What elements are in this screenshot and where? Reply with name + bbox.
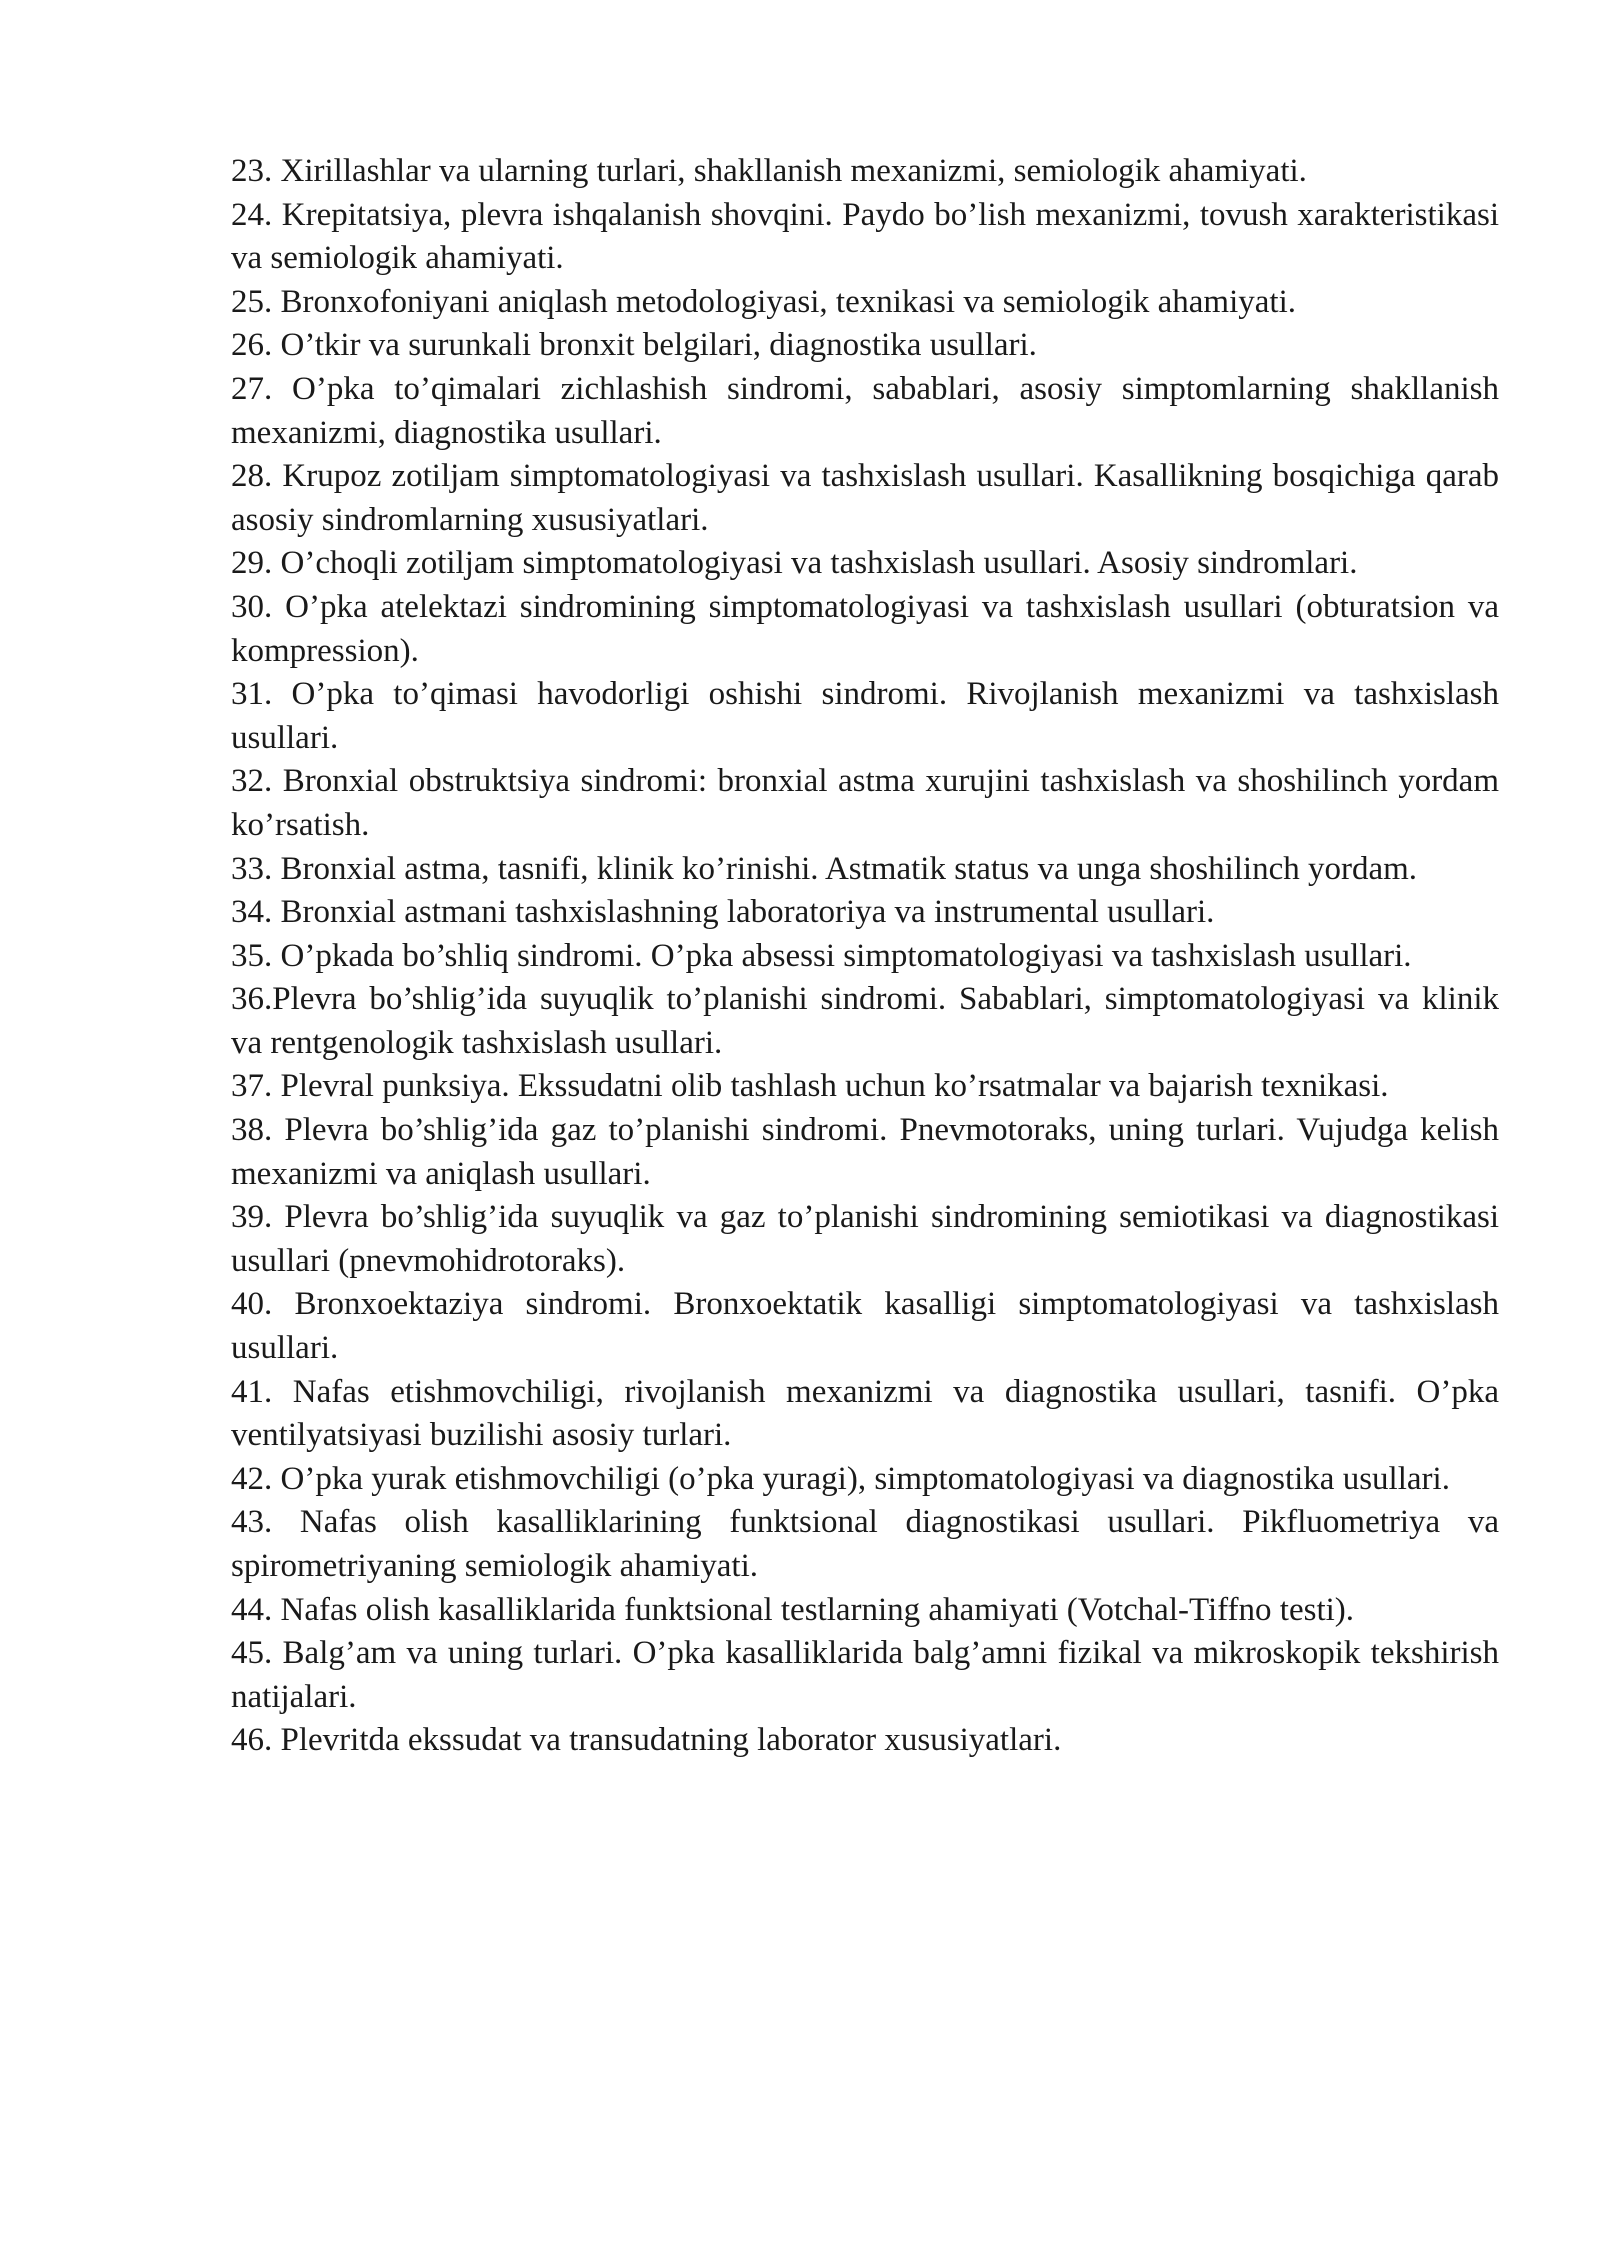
question-41: 41. Nafas etishmovchiligi, rivojlanish mexanizmi va diagnostika usullari, tasnifi. O’pka ventilyatsiyasi buzilishi asosiy turlari. bbox=[231, 1373, 1499, 1454]
question-43: 43. Nafas olish kasalliklarining funktsional diagnostikasi usullari. Pikfluometriya va spirometriyaning semiologik ahamiyati. bbox=[231, 1504, 1499, 1584]
question-34: 34. Bronxial astmani tashxislashning laboratoriya va instrumental usullari. bbox=[231, 894, 1215, 931]
question-26: 26. O’tkir va surunkali bronxit belgilari, diagnostika usullari. bbox=[231, 327, 1037, 364]
question-46: 46. Plevritda ekssudat va transudatning laborator xususiyatlari. bbox=[231, 1722, 1062, 1759]
question-37: 37. Plevral punksiya. Ekssudatni olib tashlash uchun ko’rsatmalar va bajarish texnikasi. bbox=[231, 1068, 1389, 1105]
question-45: 45. Balg’am va uning turlari. O’pka kasalliklarida balg’amni fizikal va mikroskopik tekshirish natijalari. bbox=[231, 1635, 1499, 1715]
question-36: 36.Plevra bo’shlig’ida suyuqlik to’planishi sindromi. Sabablari, simptomatologiyasi va klinik va rentgenologik tashxislash usullari. bbox=[231, 981, 1499, 1061]
question-38: 38. Plevra bo’shlig’ida gaz to’planishi sindromi. Pnevmotoraks, uning turlari. Vujudga kelish mexanizmi va aniqlash usullari. bbox=[231, 1112, 1499, 1192]
question-33: 33. Bronxial astma, tasnifi, klinik ko’rinishi. Astmatik status va unga shoshilinch yordam. bbox=[231, 850, 1418, 887]
question-32: 32. Bronxial obstruktsiya sindromi: bronxial astma xurujini tashxislash va shoshilinch yordam ko’rsatish. bbox=[231, 763, 1499, 843]
question-35: 35. O’pkada bo’shliq sindromi. O’pka absessi simptomatologiyasi va tashxislash usullari. bbox=[231, 937, 1412, 974]
question-25: 25. Bronxofoniyani aniqlash metodologiyasi, texnikasi va semiologik ahamiyati. bbox=[231, 283, 1296, 320]
question-23: 23. Xirillashlar va ularning turlari, shakllanish mexanizmi, semiologik ahamiyati. bbox=[231, 153, 1307, 189]
question-28: 28. Krupoz zotiljam simptomatologiyasi va tashxislash usullari. Kasallikning bosqichiga qarab asosiy sindromlarning xususiyatlari. bbox=[231, 458, 1499, 538]
question-40: 40. Bronxoektaziya sindromi. Bronxoektatik kasalligi simptomatologiyasi va tashxislash usullari. bbox=[231, 1286, 1499, 1367]
question-39: 39. Plevra bo’shlig’ida suyuqlik va gaz to’planishi sindromining semiotikasi va diagnostikasi usullari (pnevmohidrotoraks). bbox=[231, 1199, 1499, 1279]
question-29: 29. O’choqli zotiljam simptomatologiyasi va tashxislash usullari. Asosiy sindromlari. bbox=[231, 545, 1358, 582]
question-24: 24. Krepitatsiya, plevra ishqalanish shovqini. Paydo bo’lish mexanizmi, tovush xarakteristikasi va semiologik ahamiyati. bbox=[231, 196, 1499, 277]
question-31: 31. O’pka to’qimasi havodorligi oshishi sindromi. Rivojlanish mexanizmi va tashxislash usullari. bbox=[231, 676, 1499, 756]
question-27: 27. O’pka to’qimalari zichlashish sindromi, sabablari, asosiy simptomlarning shakllanish mexanizmi, diagnostika usullari. bbox=[231, 370, 1499, 451]
question-44: 44. Nafas olish kasalliklarida funktsional testlarning ahamiyati (Votchal-Tiffno testi). bbox=[231, 1591, 1355, 1628]
document-page bbox=[231, 150, 1499, 1763]
question-42: 42. O’pka yurak etishmovchiligi (o’pka yuragi), simptomatologiyasi va diagnostika usullari. bbox=[231, 1460, 1450, 1497]
question-30: 30. O’pka atelektazi sindromining simptomatologiyasi va tashxislash usullari (obturatsion va kompression). bbox=[231, 588, 1499, 669]
